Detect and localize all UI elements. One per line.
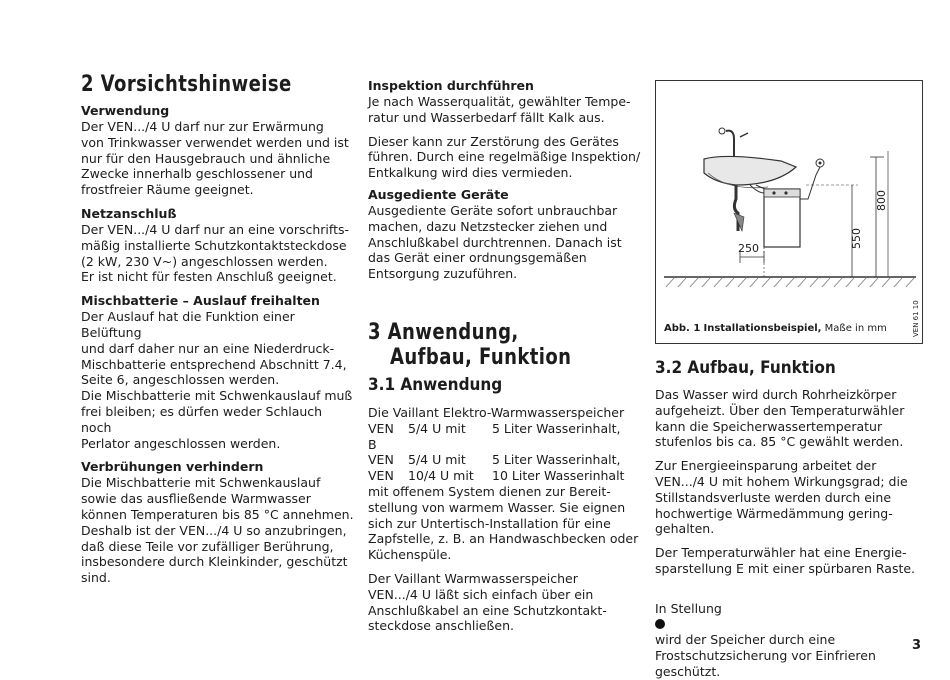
dimension-250-label: 250 xyxy=(738,242,759,255)
section-title-3-2: 3.2 Aufbau, Funktion xyxy=(655,358,836,378)
text-aufbau-4 xyxy=(655,585,925,680)
text-entkalkung: Dieser kann zur Zerstörung des Gerätes führen. Durch eine regelmäßige Inspektion/ Entkalkung wird dies vermieden. xyxy=(368,133,641,181)
chapter-title-2: 2 Vorsichtshinweise xyxy=(81,72,292,97)
text-aufbau-4-pre: In Stellung xyxy=(655,600,722,616)
heading-ausgediente-geraete: Ausgediente Geräte xyxy=(368,186,509,202)
model-name: VEN xyxy=(368,468,394,484)
heading-inspektion: Inspektion durchführen xyxy=(368,78,534,93)
frost-dot-icon xyxy=(655,619,665,629)
text-aufbau-4-post: wird der Speicher durch eine Frostschutzsicherung vor Einfrieren geschützt. xyxy=(655,632,876,679)
model-row xyxy=(368,452,643,468)
dimension-800-label: 800 xyxy=(875,190,888,211)
chapter-title-3-line2: Aufbau, Funktion xyxy=(390,345,572,370)
heading-mischbatterie: Mischbatterie – Auslauf freihalten xyxy=(81,293,320,309)
text-verwendung: Der VEN.../4 U darf nur zur Erwärmung von Trinkwasser verwendet werden und ist nur für den Hausgebrauch und ähnliche Zwecke innerhalb geschlossener und frostfreier Räume geeignet. xyxy=(81,119,349,198)
text-mischbatterie: Der Auslauf hat die Funktion einer Belüftung und darf daher nur an eine Niederdruck- Mischbatterie entsprechend Abschnitt 7.4, Seite 6, angeschlossen werden. Die Mischbatterie mit Schwenkauslauf muß frei bleiben; es dürfen weder Schlauch noch Perlator angeschlossen werden. xyxy=(81,309,353,451)
models-table xyxy=(368,421,643,484)
heading-verbruehungen: Verbrühungen verhindern xyxy=(81,459,264,475)
figure-caption xyxy=(664,323,887,334)
text-aufbau-1: Das Wasser wird durch Rohrheizkörper aufgeheizt. Über den Temperaturwähler kann die Speicherwassertemperatur stufenlos bis ca. 85 °C gewählt werden. xyxy=(655,387,905,450)
model-type: 5/4 U mit xyxy=(408,452,466,468)
model-row xyxy=(368,468,643,484)
text-anwendung-intro: Die Vaillant Elektro-Warmwasserspeicher xyxy=(368,405,625,420)
text-anwendung-body: mit offenem System dienen zur Bereit- stellung von warmem Wasser. Sie eignen sich zur Untertisch-Installation für eine Zapfstelle, z. B. an Handwaschbecken oder Küchenspüle. xyxy=(368,483,639,563)
figure-installation xyxy=(655,80,923,344)
dimension-550-label: 550 xyxy=(850,228,863,249)
heading-netzanschluss: Netzanschluß xyxy=(81,205,177,221)
text-aufbau-2: Zur Energieeinsparung arbeitet der VEN.../4 U mit hohem Wirkungsgrad; die Stillstandsverluste werden durch eine hochwertige Wärmedämmung gering- gehalten. xyxy=(655,458,908,537)
model-type: 5/4 U mit xyxy=(408,420,466,436)
text-aufbau-3: Der Temperaturwähler hat eine Energie- sparstellung E mit einer spürbaren Raste. xyxy=(655,545,916,576)
text-anwendung-anschluss: Der Vaillant Warmwasserspeicher VEN.../4 U läßt sich einfach über ein Anschlußkabel an eine Schutzkontakt- steckdose anschließen. xyxy=(368,570,607,634)
model-volume: 10 Liter Wasserinhalt xyxy=(492,468,625,484)
caption-label: Abb. 1 xyxy=(664,323,701,334)
model-volume: 5 Liter Wasserinhalt, xyxy=(492,452,621,468)
page-number: 3 xyxy=(912,638,922,653)
text-ausgediente-geraete: Ausgediente Geräte sofort unbrauchbar machen, dazu Netzstecker ziehen und Anschlußkabel durchtrennen. Danach ist das Gerät einer ordnungsgemäßen Entsorgung zuzuführen. xyxy=(368,202,622,282)
model-volume: 5 Liter Wasserinhalt, xyxy=(492,420,621,436)
caption-title: Installationsbeispiel, xyxy=(703,323,822,334)
text-inspektion: Je nach Wasserqualität, gewählter Tempe- ratur und Wasserbedarf fällt Kalk aus. xyxy=(368,94,631,125)
model-name: VEN xyxy=(368,452,394,468)
section-title-3-1: 3.1 Anwendung xyxy=(368,375,503,395)
model-type: 10/4 U mit xyxy=(408,468,474,484)
heading-verwendung: Verwendung xyxy=(81,103,170,118)
text-verbruehungen: Die Mischbatterie mit Schwenkauslauf sowie das ausfließende Warmwasser können Temperaturen bis 85 °C annehmen. Deshalb ist der VEN.../4 U so anzubringen, daß diese Teile vor zufälliger Berührung, insbesondere durch Kleinkinder, geschützt sind. xyxy=(81,475,354,586)
caption-units: Maße in mm xyxy=(824,323,887,334)
figure-code: VEN 61 10 xyxy=(912,300,920,337)
chapter-title-3-line1: 3 Anwendung, xyxy=(368,320,519,345)
model-name: VEN B xyxy=(368,420,394,452)
text-netzanschluss: Der VEN.../4 U darf nur an eine vorschrifts- mäßig installierte Schutzkontaktsteckdose (2 kW, 230 V~) angeschlossen werden. Er ist nicht für festen Anschluß geeignet. xyxy=(81,221,349,285)
model-row xyxy=(368,421,643,453)
